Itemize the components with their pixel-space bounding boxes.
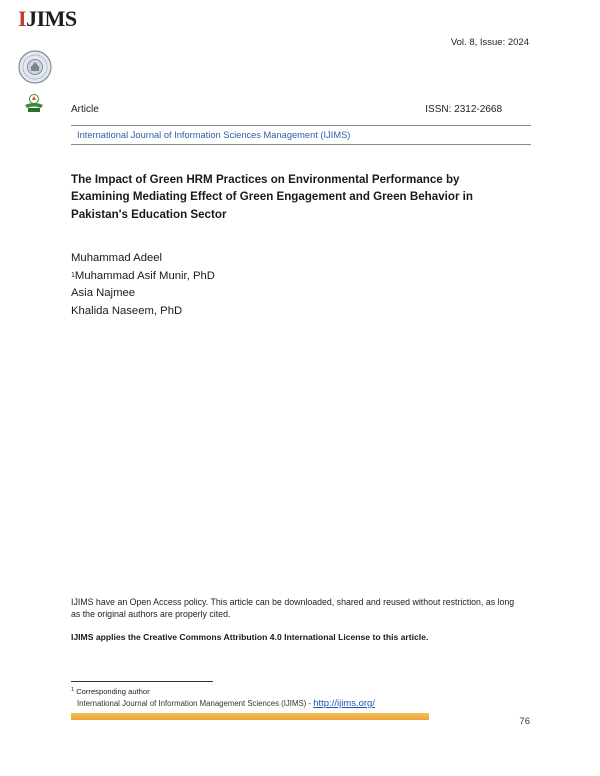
footnote-marker: 1 xyxy=(71,687,75,693)
author-list xyxy=(71,250,215,320)
license-notice: IJIMS applies the Creative Commons Attribution 4.0 International License to this article. xyxy=(71,632,429,642)
author-name: Khalida Naseem, PhD xyxy=(71,304,183,317)
footer-color-bar xyxy=(71,713,429,720)
footer-journal-text: International Journal of Information Management Sciences (IJIMS) - xyxy=(77,699,312,708)
journal-logo xyxy=(18,6,77,32)
footnote-divider xyxy=(71,681,213,682)
university-seal-icon xyxy=(18,50,52,84)
author-name: Asia Najmee xyxy=(71,287,136,300)
journal-name: International Journal of Information Sciences Management (IJIMS) xyxy=(77,130,351,140)
author-name: Muhammad Adeel xyxy=(71,252,163,264)
author-item xyxy=(71,250,215,268)
logo-text: JIMS xyxy=(26,6,77,31)
emblem-icon xyxy=(22,92,46,114)
footnote xyxy=(71,687,150,696)
author-name: Muhammad Asif Munir, PhD xyxy=(74,269,215,282)
footer-journal xyxy=(77,698,375,709)
header-divider-bottom xyxy=(71,144,531,145)
logo-accent: I xyxy=(18,6,27,31)
article-type-label: Article xyxy=(71,104,99,115)
footnote-text: Corresponding author xyxy=(76,687,150,696)
author-item xyxy=(71,303,215,321)
header-divider-top xyxy=(71,125,531,126)
issn-number: ISSN: 2312-2668 xyxy=(425,104,502,115)
paper-title: The Impact of Green HRM Practices on Environmental Performance by Examining Mediating Effect of Green Engagement and Green Behavior in Pakistan's Education Sector xyxy=(71,173,473,221)
author-item xyxy=(71,268,215,286)
page-number: 76 xyxy=(519,716,530,727)
open-access-notice: IJIMS have an Open Access policy. This article can be downloaded, shared and reused without restriction, as long as the original authors are properly cited. xyxy=(71,597,515,620)
author-marker: 1 xyxy=(71,271,75,279)
journal-website-link[interactable]: http://ijims.org/ xyxy=(313,698,375,709)
volume-issue: Vol. 8, Issue: 2024 xyxy=(450,37,529,48)
author-item xyxy=(71,285,215,303)
